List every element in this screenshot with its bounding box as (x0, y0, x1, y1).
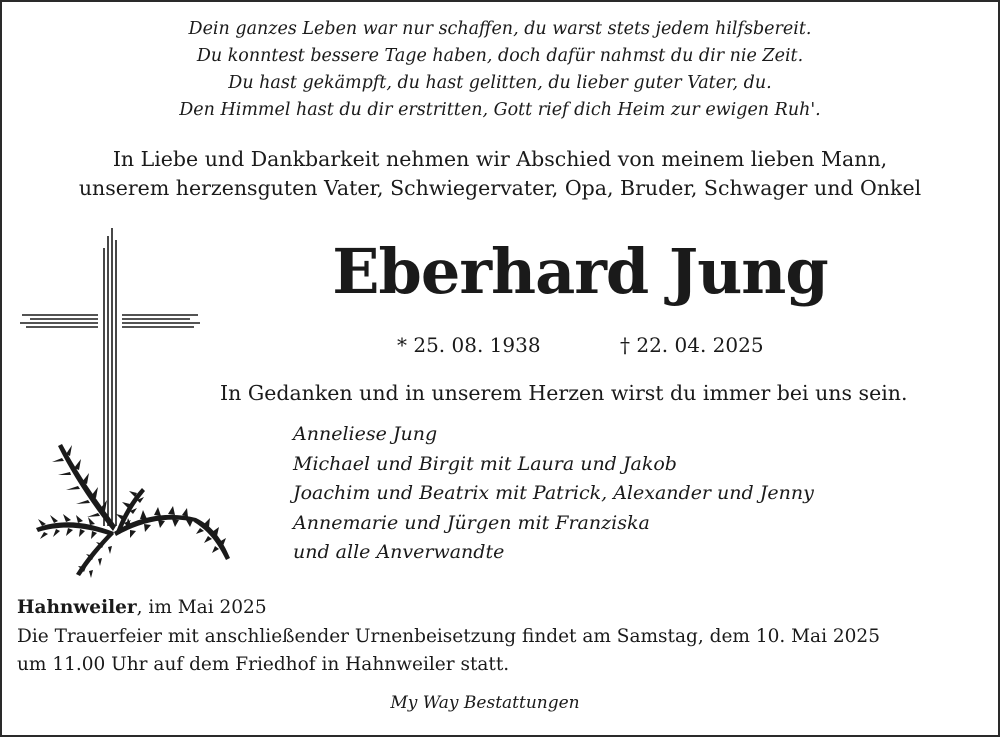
place-and-date (17, 594, 267, 622)
funeral-service-info (17, 623, 987, 679)
mourner-entry: Annemarie und Jürgen mit Franziska (293, 511, 650, 534)
poem-line: Du hast gekämpft, du hast gelitten, du lieber guter Vater, du. (228, 73, 772, 93)
intro-line: In Liebe und Dankbarkeit nehmen wir Abschied von meinem lieben Mann, (112, 147, 888, 171)
mourner-entry: Joachim und Beatrix mit Patrick, Alexander und Jenny (293, 482, 814, 504)
poem-line: Du konntest bessere Tage haben, doch dafür nahmst du dir nie Zeit. (196, 46, 804, 66)
town-name: Hahnweiler (17, 597, 137, 618)
poem-line: Dein ganzes Leben war nur schaffen, du warst stets jedem hilfsbereit. (188, 19, 812, 39)
intro-text (0, 145, 1000, 203)
mourners-list (293, 420, 814, 568)
poem (0, 16, 1000, 124)
mourner-entry: Anneliese Jung (293, 423, 438, 445)
birth-date: * 25. 08. 1938 (397, 333, 541, 357)
death-date: † 22. 04. 2025 (620, 333, 764, 357)
service-line: um 11.00 Uhr auf dem Friedhof in Hahnweiler statt. (17, 654, 510, 675)
memorial-line: In Gedanken und in unserem Herzen wirst du immer bei uns sein. (220, 381, 908, 405)
service-line: Die Trauerfeier mit anschließender Urnenbeisetzung findet am Samstag, dem 10. Mai 2025 (17, 626, 880, 647)
undertaker-name: My Way Bestattungen (390, 693, 580, 713)
deceased-name: Eberhard Jung (332, 235, 828, 308)
notice-date: , im Mai 2025 (136, 597, 267, 618)
intro-line: unserem herzensguten Vater, Schwiegervater, Opa, Bruder, Schwager und Onkel (78, 176, 922, 200)
cross-with-palm-branches-icon (18, 226, 238, 582)
mourner-entry: Michael und Birgit mit Laura und Jakob (293, 452, 677, 475)
poem-line: Den Himmel hast du dir erstritten, Gott rief dich Heim zur ewigen Ruh'. (179, 100, 821, 120)
mourner-entry: und alle Anverwandte (293, 541, 505, 563)
